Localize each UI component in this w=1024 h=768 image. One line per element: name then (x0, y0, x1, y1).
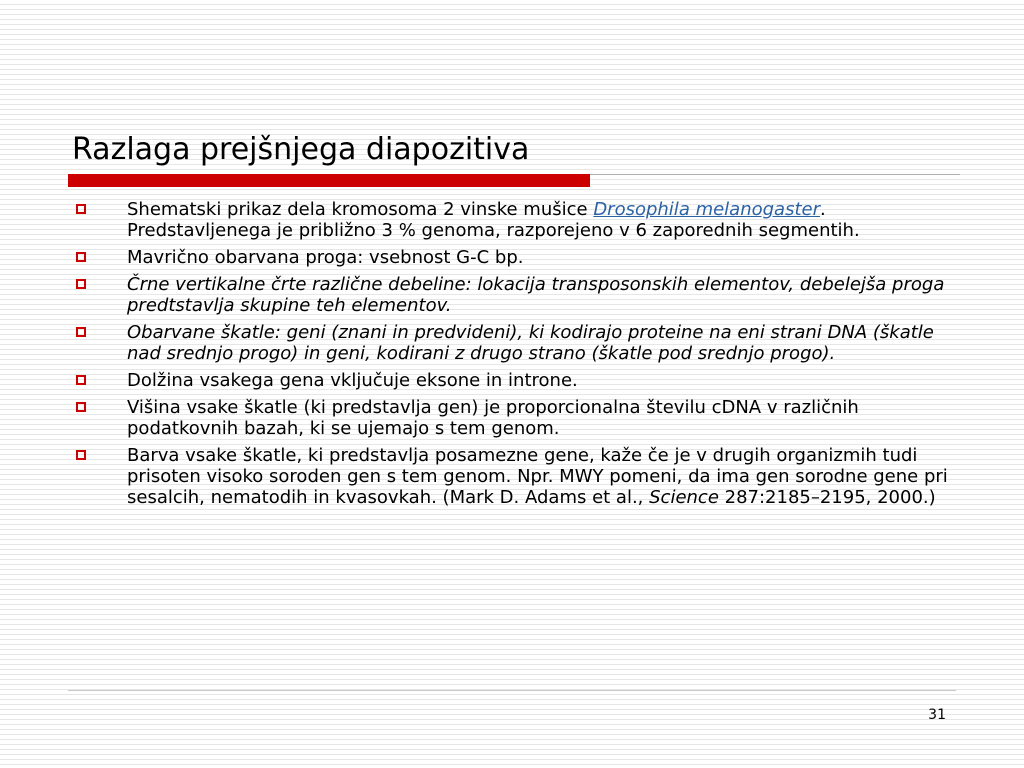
footer-divider (68, 690, 956, 691)
bullet-text: Obarvane škatle: geni (znani in predvideni), ki kodirajo proteine na eni strani DNA (škatle nad srednjo progo) in geni, kodirani z drugo strano (škatle pod srednjo progo). (127, 322, 934, 364)
title-underline-red (68, 174, 590, 187)
bullet-text: 287:2185–2195, 2000.) (718, 487, 936, 508)
square-bullet-icon (76, 252, 86, 262)
journal-name: Science (649, 487, 719, 508)
bullet-text: Črne vertikalne črte različne debeline: lokacija transposonskih elementov, debelejša proga predtstavlja skupine teh elementov. (127, 274, 945, 316)
bullet-text: Barva vsake škatle, ki predstavlja posamezne gene, kaže če je v drugih organizmih tudi prisoten visoko soroden gen s tem genom. Npr. MWY pomeni, da ima gen sorodne gene pri sesalcih, nematodih in kvasovkah. (Mark D. Adams et al., (127, 445, 948, 508)
slide-title: Razlaga prejšnjega diapozitiva (72, 132, 530, 167)
bullet-list (76, 199, 956, 514)
page-number: 31 (928, 707, 946, 723)
square-bullet-icon (76, 204, 86, 214)
square-bullet-icon (76, 450, 86, 460)
bullet-item (76, 445, 956, 508)
square-bullet-icon (76, 327, 86, 337)
drosophila-link[interactable]: Drosophila melanogaster (593, 199, 820, 220)
title-underline-grey (590, 174, 960, 175)
bullet-text: Shematski prikaz dela kromosoma 2 vinske mušice (127, 199, 594, 220)
bullet-item (76, 247, 956, 268)
bullet-item (76, 274, 956, 316)
bullet-text: Dolžina vsakega gena vključuje eksone in introne. (127, 370, 578, 391)
square-bullet-icon (76, 279, 86, 289)
bullet-item (76, 199, 956, 241)
bullet-item (76, 370, 956, 391)
bullet-item (76, 397, 956, 439)
square-bullet-icon (76, 375, 86, 385)
bullet-item (76, 322, 956, 364)
bullet-text: . Predstavljenega je približno 3 % genoma, razporejeno v 6 zaporednih segmentih. (127, 199, 860, 241)
square-bullet-icon (76, 402, 86, 412)
bullet-text: Višina vsake škatle (ki predstavlja gen) je proporcionalna številu cDNA v različnih podatkovnih bazah, ki se ujemajo s tem genom. (127, 397, 859, 439)
bullet-text: Mavrično obarvana proga: vsebnost G-C bp. (127, 247, 524, 268)
